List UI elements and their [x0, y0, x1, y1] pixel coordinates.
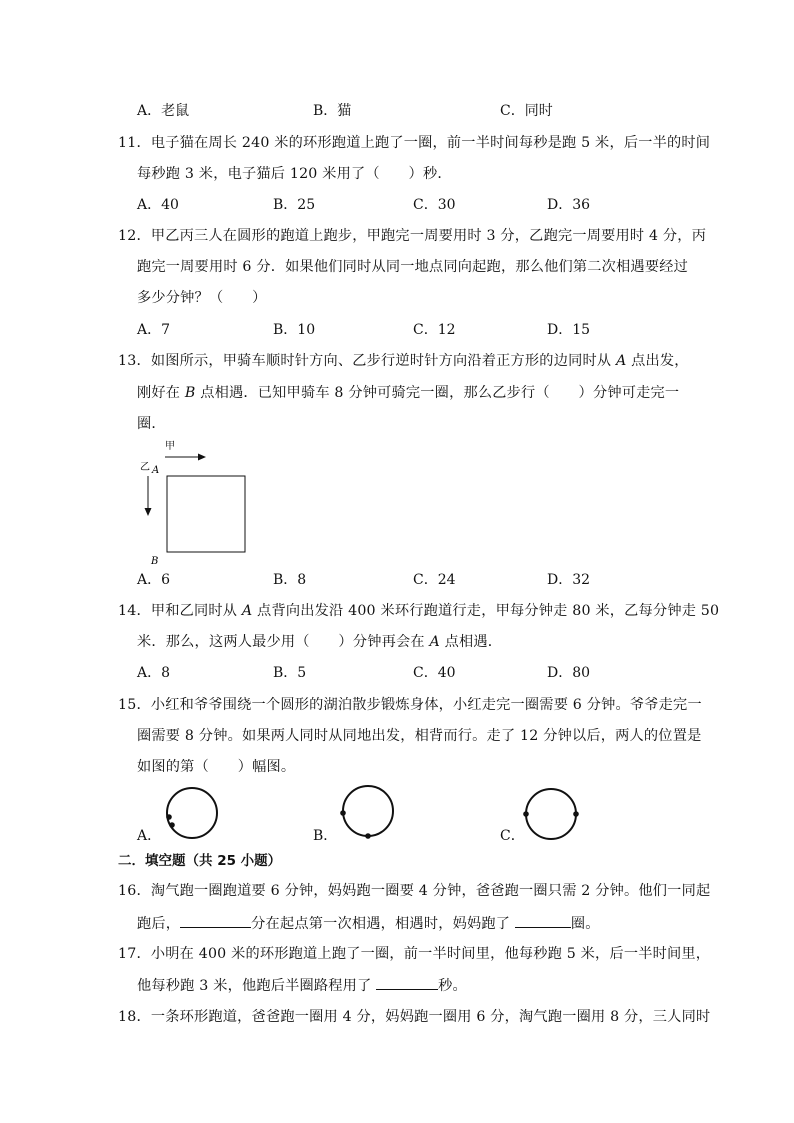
label-jia: 甲 [165, 441, 175, 452]
q13-option-b[interactable]: B．8 [273, 572, 307, 588]
q10-option-a[interactable]: A．老鼠 [137, 103, 190, 119]
q11-option-d[interactable]: D．36 [547, 197, 591, 213]
q15-circle-figure-c [520, 786, 584, 842]
q12-option-d[interactable]: D．15 [547, 322, 591, 338]
q14-text-line1: 14．甲和乙同时从 A 点背向出发沿 400 米环行跑道行走，甲每分钟走 80 米，乙每分钟走 50 [118, 603, 720, 619]
q10-option-b[interactable]: B．猫 [313, 103, 352, 119]
circle-c [526, 789, 576, 839]
position-dot [523, 811, 529, 817]
q12-text-line3: 多少分钟？（ ） [137, 290, 267, 306]
position-dot [573, 811, 579, 817]
q13-option-c[interactable]: C．24 [413, 572, 456, 588]
position-dot [340, 810, 346, 816]
q13-option-a[interactable]: A．6 [137, 572, 171, 588]
square [167, 476, 245, 552]
q15-option-a[interactable]: A． [137, 828, 162, 844]
q15-circle-figure-a [160, 786, 224, 842]
label-point-a: A [152, 465, 160, 476]
q13-square-figure [130, 436, 260, 570]
q15-option-b[interactable]: B． [313, 828, 338, 844]
label-yi: 乙 [140, 462, 150, 473]
q13-text-line2: 刚好在 B 点相遇．已知甲骑车 8 分钟可骑完一圈，那么乙步行（ ）分钟可走完一 [137, 385, 680, 401]
q13-option-d[interactable]: D．32 [547, 572, 591, 588]
q10-option-c[interactable]: C．同时 [500, 103, 553, 119]
q11-text-line2: 每秒跑 3 米，电子猫后 120 米用了（ ）秒． [137, 166, 452, 182]
position-dot [166, 814, 172, 820]
q11-text-line1: 11．电子猫在周长 240 米的环形跑道上跑了一圈，前一半时间每秒是跑 5 米，后一半的时间 [118, 135, 711, 151]
q12-text-line2: 跑完一周要用时 6 分．如果他们同时从同一地点同向起跑，那么他们第二次相遇要经过 [137, 259, 688, 275]
yi-arrow-head [145, 508, 152, 516]
q12-option-a[interactable]: A．7 [137, 322, 171, 338]
q12-option-b[interactable]: B．10 [273, 322, 316, 338]
q12-text-line1: 12．甲乙丙三人在圆形的跑道上跑步，甲跑完一周要用时 3 分，乙跑完一周要用时 4 分，丙 [118, 228, 707, 244]
q14-text-line2: 米．那么，这两人最少用（ ）分钟再会在 A 点相遇． [137, 634, 503, 650]
q14-option-c[interactable]: C．40 [413, 665, 456, 681]
circle-a [167, 788, 217, 838]
q12-option-c[interactable]: C．12 [413, 322, 456, 338]
q17-text-line1: 17．小明在 400 米的环形跑道上跑了一圈，前一半时间里，他每秒跑 5 米，后一半时间里， [118, 946, 711, 962]
answer-blank[interactable] [515, 913, 571, 928]
q13-text-line3: 圈． [137, 416, 166, 432]
q16-text-line1: 16．淘气跑一圈跑道要 6 分钟，妈妈跑一圈要 4 分钟，爸爸跑一圈只需 2 分钟。他们一同起 [118, 883, 711, 899]
q14-option-b[interactable]: B．5 [273, 665, 307, 681]
q15-text-line3: 如图的第（ ）幅图。 [137, 759, 296, 775]
q18-text-line1: 18．一条环形跑道，爸爸跑一圈用 4 分，妈妈跑一圈用 6 分，淘气跑一圈用 8 分，三人同时 [118, 1009, 711, 1025]
q11-option-a[interactable]: A．40 [137, 197, 179, 213]
label-point-b: B [151, 556, 159, 567]
position-dot [169, 822, 175, 828]
q15-text-line2: 圈需要 8 分钟。如果两人同时从同地出发，相背而行。走了 12 分钟以后，两人的位置是 [137, 728, 702, 744]
position-dot [365, 833, 371, 839]
q14-option-d[interactable]: D．80 [547, 665, 591, 681]
answer-blank[interactable] [376, 975, 438, 990]
q13-text-line1: 13．如图所示，甲骑车顺时针方向、乙步行逆时针方向沿着正方形的边同时从 A 点出发， [118, 353, 689, 369]
q15-circle-figure-b [336, 784, 400, 840]
circle-b [343, 786, 393, 836]
q11-option-b[interactable]: B．25 [273, 197, 316, 213]
jia-arrow-head [198, 454, 206, 461]
q17-text-line2: 他每秒跑 3 米，他跑后半圈路程用了 秒。 [137, 975, 467, 996]
q14-option-a[interactable]: A．8 [137, 665, 171, 681]
q11-option-c[interactable]: C．30 [413, 197, 456, 213]
q16-text-line2: 跑后， 分在起点第一次相遇，相遇时，妈妈跑了 圈。 [137, 913, 600, 934]
q15-option-c[interactable]: C． [500, 828, 525, 844]
answer-blank[interactable] [180, 913, 251, 928]
q15-text-line1: 15．小红和爷爷围绕一个圆形的湖泊散步锻炼身体，小红走完一圈需要 6 分钟。爷爷走完一 [118, 697, 702, 713]
section-title-fill-in: 二．填空题（共 25 小题） [118, 853, 282, 869]
